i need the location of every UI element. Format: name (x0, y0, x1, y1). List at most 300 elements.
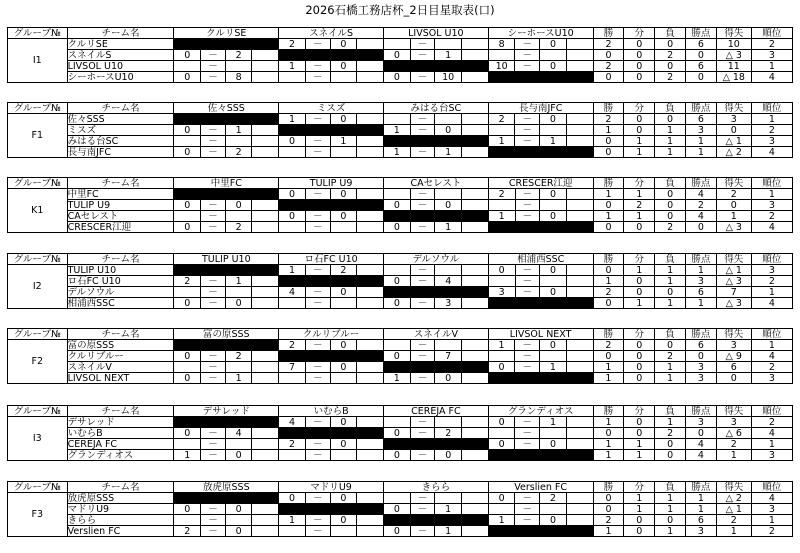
header-rank: 順位 (751, 178, 792, 189)
team-name: 長与南JFC (67, 147, 174, 158)
wins: 1 (593, 276, 624, 287)
score-against: 1 (435, 147, 462, 158)
wins: 0 (593, 298, 624, 309)
header-opponent: 相浦西SSC (488, 254, 593, 265)
score-mark (357, 189, 384, 200)
score-for: 0 (279, 136, 306, 147)
score-against (225, 439, 252, 450)
team-name: みはる台SC (67, 136, 174, 147)
score-mark (252, 526, 279, 537)
score-for: 0 (384, 276, 411, 287)
score-mark (566, 428, 593, 439)
score-against (330, 222, 357, 233)
table-row (8, 50, 793, 61)
score-mark (566, 39, 593, 50)
score-against (540, 200, 567, 211)
score-against (435, 114, 462, 125)
header-opponent: ロ石FC U10 (279, 254, 384, 265)
score-mark (252, 211, 279, 222)
points: 0 (686, 72, 717, 83)
table-row (8, 265, 793, 276)
score-separator: － (201, 515, 226, 526)
score-against: 4 (225, 428, 252, 439)
score-against (225, 515, 252, 526)
goal-diff: 3 (716, 114, 751, 125)
points: 6 (686, 287, 717, 298)
score-for: 0 (279, 493, 306, 504)
losses: 1 (655, 504, 686, 515)
score-for: 1 (383, 147, 410, 158)
score-separator: － (515, 39, 540, 50)
header-row (8, 254, 793, 265)
score-against (540, 50, 567, 61)
score-against: 2 (225, 222, 252, 233)
header-diff: 得失 (716, 103, 751, 114)
header-win: 勝 (593, 254, 624, 265)
score-for: 7 (279, 362, 306, 373)
score-mark (566, 362, 593, 373)
score-separator: － (515, 276, 540, 287)
header-opponent: CRESCER江迎 (488, 178, 593, 189)
score-separator: － (305, 72, 330, 83)
header-opponent: 佐々SSS (174, 103, 279, 114)
self-match-cell (279, 351, 384, 362)
wins: 1 (593, 362, 624, 373)
header-row (8, 28, 793, 39)
rank: 4 (751, 351, 792, 362)
points: 1 (686, 298, 717, 309)
losses: 0 (655, 515, 686, 526)
score-separator: － (201, 362, 226, 373)
points: 0 (685, 351, 716, 362)
score-against: 0 (540, 340, 567, 351)
draws: 0 (624, 417, 655, 428)
team-name: スネイルV (67, 362, 174, 373)
points: 0 (686, 50, 717, 61)
score-against: 1 (225, 276, 252, 287)
header-win: 勝 (593, 406, 624, 417)
losses: 2 (655, 222, 686, 233)
header-group: グループ№ (8, 178, 68, 189)
rank: 3 (751, 265, 792, 276)
score-mark (566, 493, 593, 504)
score-mark (357, 265, 384, 276)
losses: 1 (655, 362, 686, 373)
rank: 1 (751, 61, 792, 72)
score-separator: － (305, 211, 330, 222)
self-match-cell (279, 200, 384, 211)
points: 4 (686, 439, 717, 450)
score-for (174, 515, 201, 526)
points: 4 (686, 189, 717, 200)
score-separator: － (201, 72, 226, 83)
draws: 1 (624, 147, 655, 158)
score-separator: － (410, 222, 435, 233)
score-against: 0 (540, 211, 567, 222)
losses: 0 (655, 39, 686, 50)
team-name: デサレッド (67, 417, 174, 428)
score-separator: － (201, 276, 226, 287)
losses: 1 (655, 276, 686, 287)
goal-diff: 10 (716, 39, 751, 50)
score-separator: － (305, 147, 330, 158)
score-against: 1 (435, 504, 462, 515)
team-name: CAセレスト (67, 211, 174, 222)
score-for: 1 (279, 61, 306, 72)
draws: 2 (624, 200, 655, 211)
score-mark (566, 136, 593, 147)
draws: 0 (624, 362, 655, 373)
score-mark (462, 526, 489, 537)
score-mark (566, 50, 593, 61)
score-for: 0 (174, 125, 201, 136)
draws: 0 (624, 428, 655, 439)
self-match-cell (488, 450, 593, 461)
score-for (279, 147, 306, 158)
score-separator: － (410, 147, 435, 158)
header-team: チーム名 (67, 329, 174, 340)
score-for: 8 (488, 39, 515, 50)
score-mark (566, 504, 593, 515)
score-mark (462, 493, 489, 504)
rank: 3 (751, 200, 792, 211)
score-against (540, 504, 567, 515)
score-for: 0 (488, 265, 515, 276)
score-for (279, 373, 306, 384)
group-id: F1 (8, 114, 68, 158)
points: 4 (686, 211, 717, 222)
score-for (384, 265, 411, 276)
header-team: チーム名 (67, 482, 174, 493)
points: 6 (685, 114, 716, 125)
table-row (8, 417, 793, 428)
score-separator: － (410, 504, 435, 515)
score-separator: － (201, 222, 226, 233)
score-for: 1 (174, 450, 201, 461)
losses: 1 (655, 373, 686, 384)
draws: 1 (624, 493, 655, 504)
score-separator: － (515, 125, 540, 136)
table-row (8, 125, 793, 136)
score-for (488, 200, 515, 211)
team-name: マドリU9 (67, 504, 174, 515)
table-row (8, 114, 793, 125)
score-for: 4 (279, 287, 306, 298)
score-mark (252, 222, 279, 233)
score-mark (357, 526, 384, 537)
header-opponent: みはる台SC (383, 103, 488, 114)
group-id: F3 (8, 493, 68, 537)
score-for (279, 526, 306, 537)
score-separator: － (201, 428, 226, 439)
score-separator: － (515, 515, 540, 526)
goal-diff: △ 6 (716, 428, 751, 439)
score-for: 2 (174, 276, 201, 287)
score-against: 0 (435, 125, 462, 136)
table-row (8, 340, 793, 351)
rank: 1 (751, 340, 792, 351)
wins: 2 (593, 515, 624, 526)
score-for: 0 (384, 200, 411, 211)
self-match-cell (488, 526, 593, 537)
losses: 0 (655, 211, 686, 222)
score-mark (252, 147, 279, 158)
draws: 1 (624, 504, 655, 515)
header-opponent: スネイルV (383, 329, 488, 340)
score-against: 0 (330, 340, 357, 351)
score-mark (252, 136, 279, 147)
header-team: チーム名 (67, 254, 174, 265)
score-separator: － (515, 417, 540, 428)
header-opponent: デサレッド (174, 406, 279, 417)
score-mark (357, 493, 384, 504)
team-name: 富の原SSS (67, 340, 174, 351)
group-id: I3 (8, 417, 68, 461)
goal-diff: △ 3 (716, 298, 751, 309)
score-mark (462, 189, 489, 200)
goal-diff: 1 (716, 526, 751, 537)
score-against: 8 (225, 72, 252, 83)
team-name: 相浦西SSC (67, 298, 174, 309)
table-row (8, 147, 793, 158)
wins: 1 (593, 373, 624, 384)
draws: 0 (624, 39, 655, 50)
score-separator: － (410, 450, 435, 461)
score-against: 2 (225, 351, 252, 362)
header-loss: 負 (655, 406, 686, 417)
score-mark (252, 428, 279, 439)
header-loss: 負 (655, 103, 686, 114)
team-name: 放虎原SSS (67, 493, 174, 504)
score-mark (357, 39, 384, 50)
self-match-cell (488, 373, 593, 384)
score-separator: － (305, 265, 330, 276)
score-mark (566, 276, 593, 287)
score-separator: － (201, 298, 226, 309)
header-draw: 分 (624, 482, 655, 493)
wins: 1 (593, 450, 624, 461)
score-separator: － (515, 61, 540, 72)
score-mark (566, 265, 593, 276)
score-mark (252, 515, 279, 526)
table-row (8, 136, 793, 147)
score-mark (462, 39, 489, 50)
score-against: 0 (540, 61, 567, 72)
score-against: 3 (435, 298, 462, 309)
header-points: 勝点 (686, 482, 717, 493)
table-row (8, 211, 793, 222)
group-table (7, 177, 793, 233)
table-row (8, 526, 793, 537)
header-group: グループ№ (8, 329, 68, 340)
header-group: グループ№ (8, 254, 68, 265)
points: 1 (685, 147, 716, 158)
self-match-cell (174, 39, 279, 50)
header-rank: 順位 (751, 103, 792, 114)
points: 3 (685, 373, 716, 384)
header-opponent: クルリSE (174, 28, 279, 39)
goal-diff: 7 (716, 287, 751, 298)
score-separator: － (515, 439, 540, 450)
score-for: 0 (383, 526, 410, 537)
score-separator: － (410, 340, 435, 351)
goal-diff: 3 (716, 417, 751, 428)
self-match-cell (174, 189, 279, 200)
score-separator: － (305, 417, 330, 428)
score-separator: － (305, 450, 330, 461)
score-mark (462, 298, 489, 309)
score-against: 0 (330, 439, 357, 450)
header-opponent: 長与南JFC (488, 103, 593, 114)
header-opponent: シーホースU10 (488, 28, 593, 39)
score-separator: － (201, 439, 226, 450)
score-against (435, 265, 462, 276)
score-for (174, 439, 201, 450)
score-mark (462, 72, 489, 83)
score-against: 0 (540, 189, 567, 200)
score-for: 0 (383, 50, 410, 61)
score-separator: － (515, 200, 540, 211)
header-loss: 負 (655, 28, 686, 39)
header-points: 勝点 (685, 103, 716, 114)
team-name: CRESCER江迎 (67, 222, 174, 233)
draws: 0 (624, 287, 655, 298)
goal-diff: 0 (716, 200, 751, 211)
score-for: 0 (174, 373, 201, 384)
score-against: 1 (435, 526, 462, 537)
header-rank: 順位 (751, 28, 792, 39)
draws: 0 (624, 276, 655, 287)
rank: 2 (751, 125, 792, 136)
team-name: 中里FC (67, 189, 174, 200)
score-separator: － (201, 504, 226, 515)
self-match-cell (384, 287, 489, 298)
score-for: 0 (174, 147, 201, 158)
rank: 4 (751, 428, 792, 439)
score-separator: － (305, 222, 330, 233)
self-match-cell (174, 265, 279, 276)
score-mark (462, 50, 489, 61)
score-separator: － (410, 298, 435, 309)
draws: 1 (624, 265, 655, 276)
page-title: 2026石橋工務店杯_2日目星取表(口) (305, 3, 495, 17)
score-for: 0 (383, 72, 410, 83)
losses: 1 (655, 417, 686, 428)
goal-diff: 0 (716, 125, 751, 136)
team-name: デルソウル (67, 287, 174, 298)
wins: 1 (593, 189, 624, 200)
score-for (488, 50, 515, 61)
table-row (8, 287, 793, 298)
header-team: チーム名 (67, 103, 174, 114)
table-row (8, 61, 793, 72)
score-mark (566, 287, 593, 298)
wins: 0 (593, 50, 624, 61)
score-separator: － (410, 189, 435, 200)
self-match-cell (174, 417, 279, 428)
score-for: 0 (174, 504, 201, 515)
rank: 3 (751, 450, 792, 461)
draws: 0 (624, 351, 655, 362)
score-separator: － (201, 200, 226, 211)
goal-diff: △ 1 (716, 265, 751, 276)
score-against: 1 (540, 417, 567, 428)
score-for: 0 (383, 351, 410, 362)
header-loss: 負 (655, 254, 686, 265)
score-for (279, 450, 306, 461)
score-against: 0 (330, 417, 357, 428)
score-separator: － (410, 265, 435, 276)
table-row (8, 373, 793, 384)
team-name: シーホースU10 (67, 72, 174, 83)
draws: 0 (624, 340, 655, 351)
score-for: 0 (488, 493, 515, 504)
points: 3 (686, 276, 717, 287)
score-against: 0 (225, 200, 252, 211)
team-name: TULIP U10 (67, 265, 174, 276)
score-for: 2 (488, 189, 515, 200)
self-match-cell (279, 428, 384, 439)
rank: 2 (751, 362, 792, 373)
score-mark (357, 450, 384, 461)
team-name: クルリブルー (67, 351, 174, 362)
rank: 4 (751, 72, 792, 83)
score-mark (252, 439, 279, 450)
score-against: 0 (330, 61, 357, 72)
score-for: 0 (384, 222, 411, 233)
wins: 0 (593, 493, 624, 504)
points: 2 (686, 200, 717, 211)
points: 3 (685, 362, 716, 373)
losses: 0 (655, 450, 686, 461)
rank: 4 (751, 222, 792, 233)
points: 3 (686, 526, 717, 537)
header-points: 勝点 (686, 254, 717, 265)
score-separator: － (410, 526, 435, 537)
goal-diff: △ 2 (716, 493, 751, 504)
score-for: 0 (384, 298, 411, 309)
score-against: 0 (330, 39, 357, 50)
wins: 0 (593, 200, 624, 211)
self-match-cell (279, 125, 384, 136)
score-for: 0 (488, 362, 515, 373)
score-for: 2 (279, 439, 306, 450)
score-separator: － (305, 298, 330, 309)
score-separator: － (515, 136, 540, 147)
team-name: LIVSOL U10 (67, 61, 174, 72)
header-points: 勝点 (686, 406, 717, 417)
score-against (225, 61, 252, 72)
goal-diff: △ 1 (716, 504, 751, 515)
score-separator: － (201, 147, 226, 158)
score-for: 0 (279, 189, 306, 200)
score-mark (252, 351, 279, 362)
score-against: 0 (540, 265, 567, 276)
team-name: きらら (67, 515, 174, 526)
rank: 4 (751, 493, 792, 504)
score-mark (566, 211, 593, 222)
score-mark (357, 72, 384, 83)
score-separator: － (305, 526, 330, 537)
draws: 1 (624, 136, 655, 147)
self-match-cell (383, 61, 488, 72)
score-mark (357, 136, 384, 147)
score-for: 1 (488, 211, 515, 222)
header-row (8, 103, 793, 114)
header-opponent: TULIP U10 (174, 254, 279, 265)
score-for (279, 222, 306, 233)
table-row (8, 39, 793, 50)
